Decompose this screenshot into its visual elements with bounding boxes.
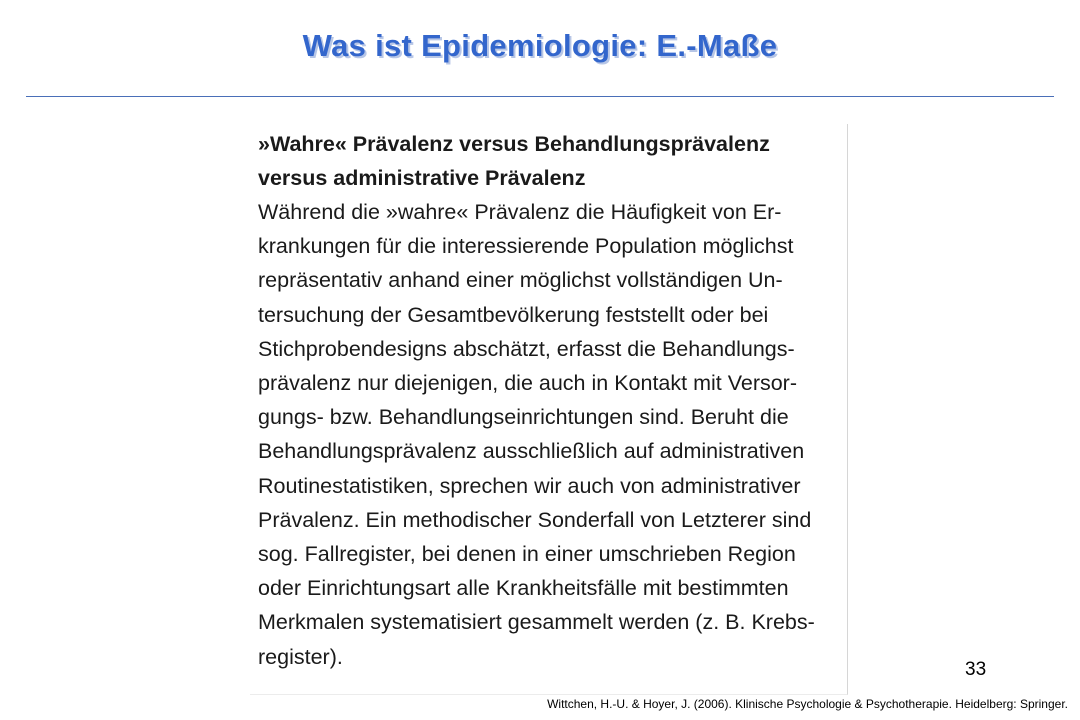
excerpt-heading	[258, 127, 847, 195]
body-line: Behandlungsprävalenz ausschließlich auf administrativen	[258, 439, 805, 464]
source-citation: Wittchen, H.-U. & Hoyer, J. (2006). Klinische Psychologie & Psychotherapie. Heidelberg: Springer.	[547, 697, 1068, 711]
book-excerpt	[250, 124, 848, 695]
excerpt-body	[258, 195, 847, 674]
body-line: Merkmalen systematisiert gesammelt werden (z. B. Krebs-	[258, 610, 815, 635]
body-line: Prävalenz. Ein methodischer Sonderfall von Letzterer sind	[258, 507, 812, 532]
body-line: oder Einrichtungsart alle Krankheitsfälle mit bestimmten	[258, 576, 789, 601]
body-line: gungs- bzw. Behandlungseinrichtungen sind. Beruht die	[258, 405, 789, 430]
page-number: 33	[965, 659, 987, 680]
body-line: Stichprobendesigns abschätzt, erfasst die Behandlungs-	[258, 336, 795, 361]
heading-line: »Wahre« Prävalenz versus Behandlungsprävalenz	[258, 132, 770, 156]
body-line: krankungen für die interessierende Population möglichst	[258, 234, 794, 259]
body-line: register).	[258, 644, 343, 669]
slide-title: Was ist Epidemiologie: E.-Maße	[302, 28, 778, 63]
body-line: tersuchung der Gesamtbevölkerung feststellt oder bei	[258, 302, 769, 327]
body-line: repräsentativ anhand einer möglichst vollständigen Un-	[258, 268, 783, 293]
heading-line: versus administrative Prävalenz	[258, 166, 586, 190]
body-line: sog. Fallregister, bei denen in einer umschrieben Region	[258, 542, 796, 567]
body-line: Während die »wahre« Prävalenz die Häufigkeit von Er-	[258, 200, 782, 224]
body-line: Routinestatistiken, sprechen wir auch von administrativer	[258, 473, 801, 498]
body-line: prävalenz nur diejenigen, die auch in Kontakt mit Versor-	[258, 371, 798, 396]
title-divider	[26, 96, 1054, 97]
